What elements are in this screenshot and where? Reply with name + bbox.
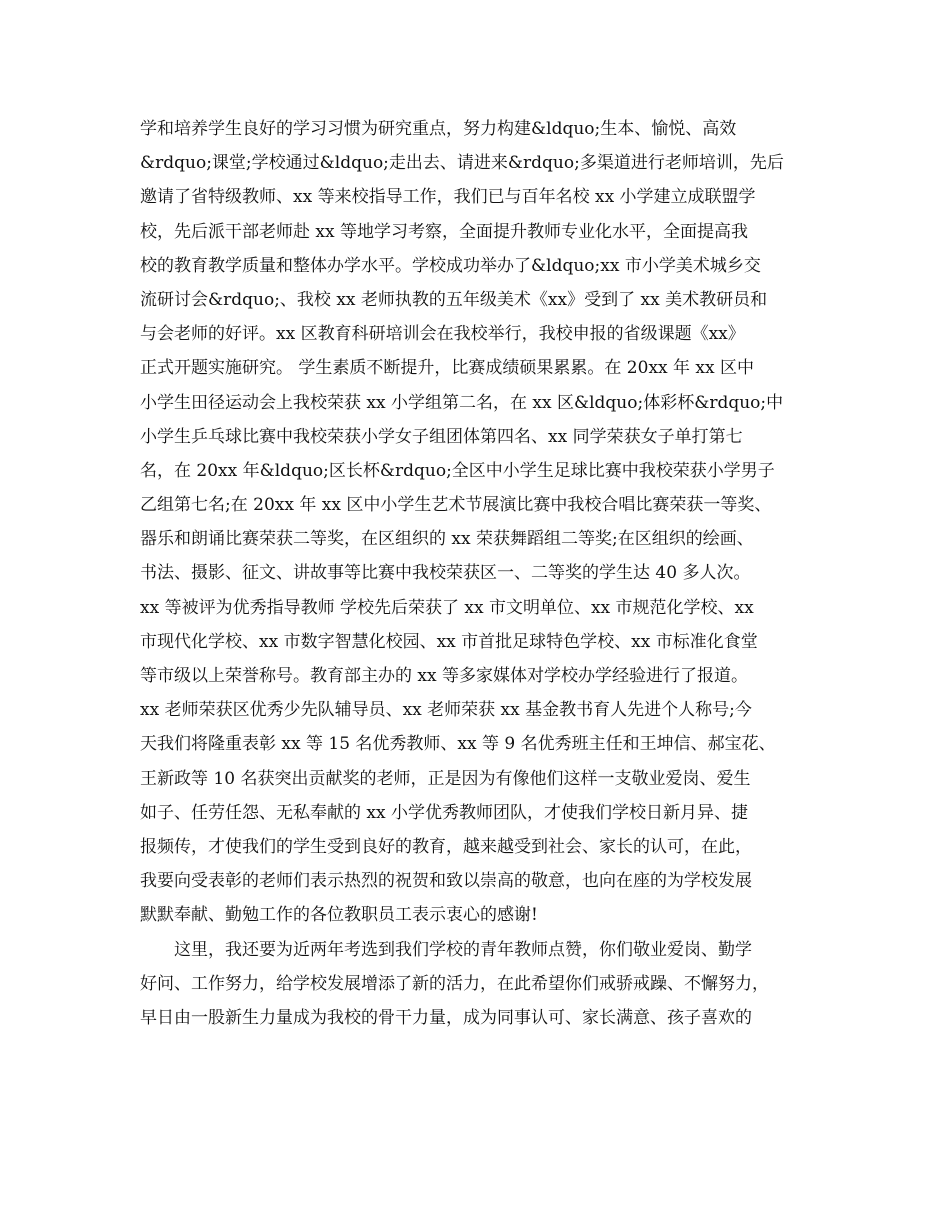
text-line: &rdquo;课堂;学校通过&ldquo;走出去、请进来&rdquo;多渠道进行老师培训，先后 — [140, 153, 784, 174]
text-line: 市现代化学校、xx 市数字智慧化校园、xx 市首批足球特色学校、xx 市标准化食堂 — [140, 631, 758, 652]
text-line: 学和培养学生良好的学习习惯为研究重点，努力构建&ldquo;生本、愉悦、高效 — [140, 119, 737, 139]
text-line: 名，在 20xx 年&ldquo;区长杯&rdquo;全区中小学生足球比赛中我校荣获小学男子 — [140, 460, 775, 481]
text-line: 器乐和朗诵比赛荣获二等奖，在区组织的 xx 荣获舞蹈组二等奖;在区组织的绘画、 — [140, 529, 754, 550]
text-line: 天我们将隆重表彰 xx 等 15 名优秀教师、xx 等 9 名优秀班主任和王坤信、郝宝花、 — [140, 734, 776, 755]
text-line: 正式开题实施研究。 学生素质不断提升，比赛成绩硕果累累。在 20xx 年 xx 区中 — [140, 358, 754, 379]
text-line: 邀请了省特级教师、xx 等来校指导工作，我们已与百年名校 xx 小学建立成联盟学 — [140, 187, 756, 208]
paragraph-start-line: 这里，我还要为近两年考选到我们学校的青年教师点赞，你们敬业爱岗、勤学 — [174, 939, 752, 960]
text-line: 早日由一股新生力量成为我校的骨干力量，成为同事认可、家长满意、孩子喜欢的 — [140, 1007, 752, 1028]
text-line: 校，先后派干部老师赴 xx 等地学习考察，全面提升教师专业化水平，全面提高我 — [140, 221, 748, 242]
text-line: 默默奉献、勤勉工作的各位教职员工表示衷心的感谢! — [140, 905, 538, 926]
text-line: 校的教育教学质量和整体办学水平。学校成功举办了&ldquo;xx 市小学美术城乡交 — [140, 255, 761, 276]
text-line: xx 老师荣获区优秀少先队辅导员、xx 老师荣获 xx 基金教书育人先进个人称号;今 — [140, 700, 752, 721]
text-line: 小学生田径运动会上我校荣获 xx 小学组第二名，在 xx 区&ldquo;体彩杯&rdquo;中 — [140, 392, 784, 413]
text-line: 好问、工作努力，给学校发展增添了新的活力，在此希望你们戒骄戒躁、不懈努力， — [140, 973, 769, 994]
text-line: 书法、摄影、征文、讲故事等比赛中我校荣获区一、二等奖的学生达 40 多人次。 — [140, 563, 751, 584]
text-line: 王新政等 10 名获突出贡献奖的老师，正是因为有像他们这样一支敬业爱岗、爱生 — [140, 768, 751, 789]
text-line: 等市级以上荣誉称号。教育部主办的 xx 等多家媒体对学校办学经验进行了报道。 — [140, 666, 748, 686]
text-line: 与会老师的好评。xx 区教育科研培训会在我校举行，我校申报的省级课题《xx》 — [140, 324, 745, 345]
text-line: 如子、任劳任怨、无私奉献的 xx 小学优秀教师团队，才使我们学校日新月异、捷 — [140, 802, 748, 823]
text-line: 乙组第七名;在 20xx 年 xx 区中小学生艺术节展演比赛中我校合唱比赛荣获一等奖、 — [140, 495, 772, 516]
body-text — [140, 112, 820, 1035]
text-line: xx 等被评为优秀指导教师 学校先后荣获了 xx 市文明单位、xx 市规范化学校、xx — [140, 597, 754, 618]
text-line: 小学生乒乓球比赛中我校荣获小学女子组团体第四名、xx 同学荣获女子单打第七 — [140, 426, 743, 447]
text-line: 报频传，才使我们的学生受到良好的教育，越来越受到社会、家长的认可，在此， — [140, 836, 752, 857]
text-line: 我要向受表彰的老师们表示热烈的祝贺和致以崇高的敬意，也向在座的为学校发展 — [140, 871, 752, 892]
text-line: 流研讨会&rdquo;、我校 xx 老师执教的五年级美术《xx》受到了 xx 美术教研员和 — [140, 289, 768, 310]
